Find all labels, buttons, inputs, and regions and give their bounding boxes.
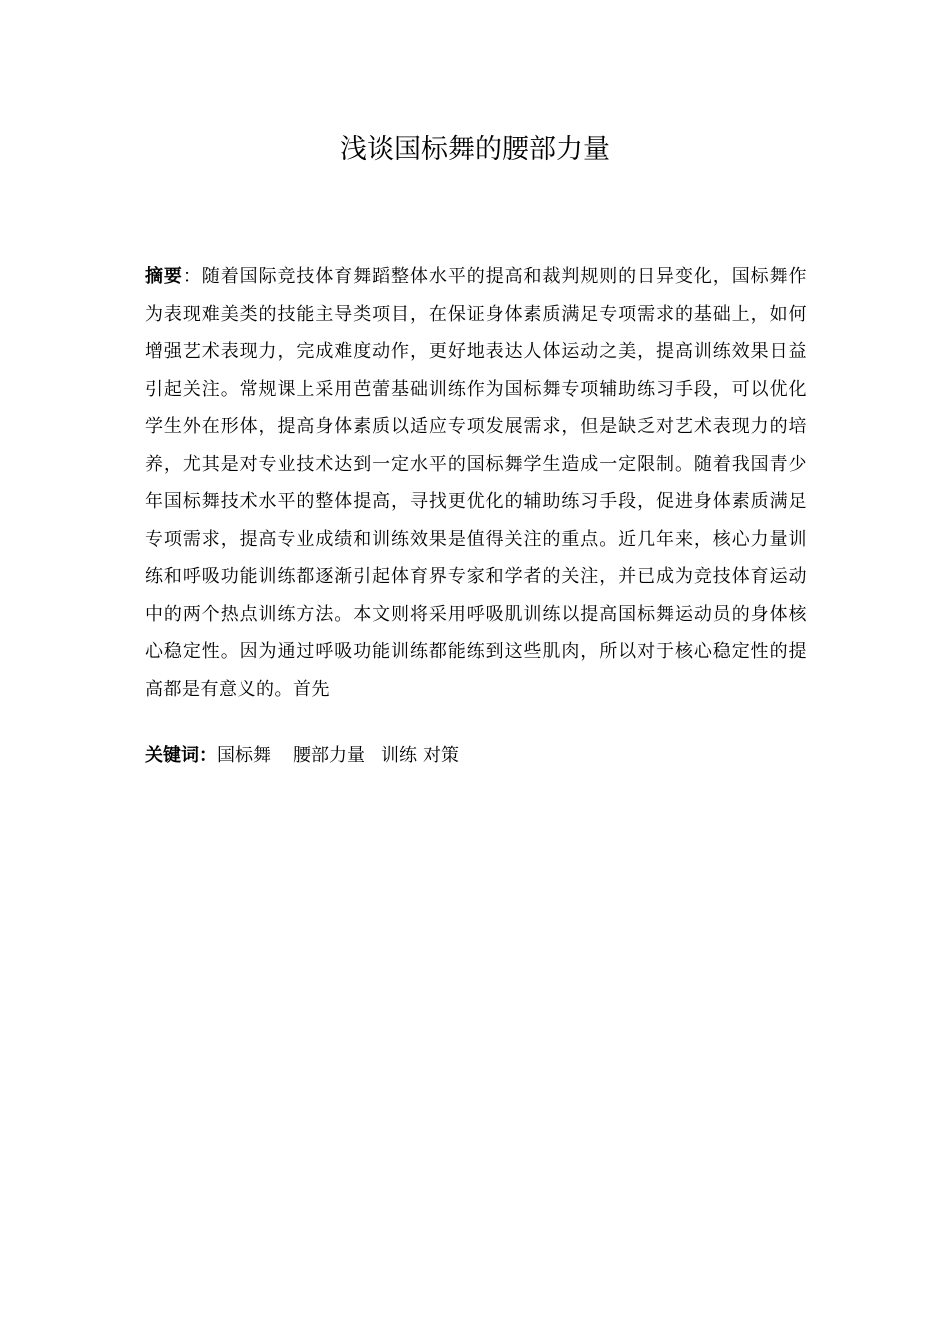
keyword-item: 腰部力量 xyxy=(293,745,365,766)
abstract-separator: ： xyxy=(182,266,202,287)
abstract-paragraph xyxy=(145,258,807,708)
abstract-label: 摘要 xyxy=(145,266,183,287)
keyword-item: 国标舞 xyxy=(217,745,271,766)
keywords-line xyxy=(145,737,459,774)
document-title: 浅谈国标舞的腰部力量 xyxy=(340,134,610,165)
keyword-item: 对策 xyxy=(423,745,459,766)
keywords-label: 关键词： xyxy=(145,745,217,766)
keyword-item: 训练 xyxy=(381,745,417,766)
abstract-text: 随着国际竞技体育舞蹈整体水平的提高和裁判规则的日异变化，国标舞作为表现难美类的技能主导类项目，在保证身体素质满足专项需求的基础上，如何增强艺术表现力，完成难度动作，更好地表达人体运动之美，提高训练效果日益引起关注。常规课上采用芭蕾基础训练作为国标舞专项辅助练习手段，可以优化学生外在形体，提高身体素质以适应专项发展需求，但是缺乏对艺术表现力的培养，尤其是对专业技术达到一定水平的国标舞学生造成一定限制。随着我国青少年国标舞技术水平的整体提高，寻找更优化的辅助练习手段，促进身体素质满足专项需求，提高专业成绩和训练效果是值得关注的重点。近几年来，核心力量训练和呼吸功能训练都逐渐引起体育界专家和学者的关注，并已成为竞技体育运动中的两个热点训练方法。本文则将采用呼吸肌训练以提高国标舞运动员的身体核心稳定性。因为通过呼吸功能训练都能练到这些肌肉，所以对于核心稳定性的提高都是有意义的。首先 xyxy=(145,266,808,700)
